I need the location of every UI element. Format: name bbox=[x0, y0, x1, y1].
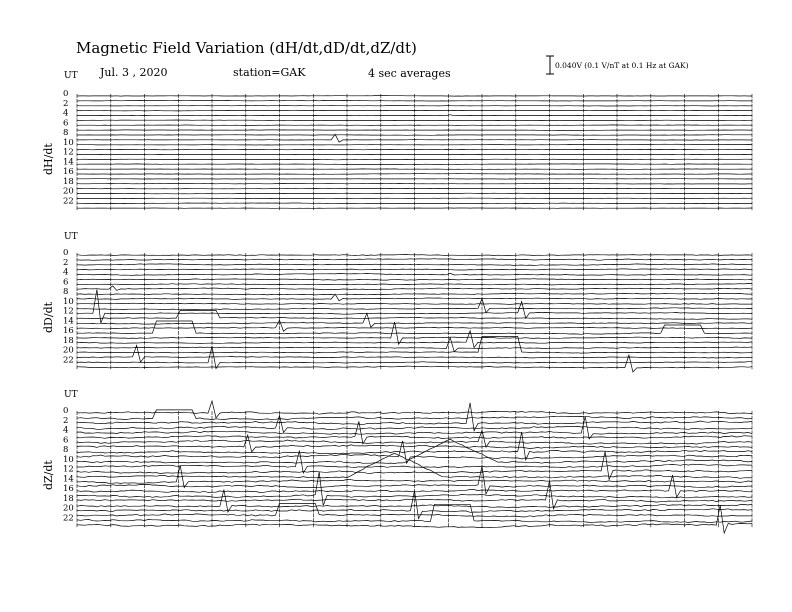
hour-label-4: 4 bbox=[63, 425, 69, 436]
scale-bar bbox=[546, 56, 554, 74]
trace-dz-dt-hour-0 bbox=[77, 401, 752, 418]
ut-label: UT bbox=[64, 232, 78, 242]
station-label: station=GAK bbox=[233, 66, 306, 79]
hour-label-18: 18 bbox=[63, 176, 74, 187]
axis-name-dh-dt: dH/dt bbox=[42, 143, 55, 175]
hour-label-14: 14 bbox=[63, 316, 74, 327]
ut-label: UT bbox=[64, 390, 78, 400]
hour-label-0: 0 bbox=[63, 248, 69, 258]
hour-label-10: 10 bbox=[63, 454, 74, 465]
hour-label-22: 22 bbox=[63, 196, 74, 207]
hour-label-22: 22 bbox=[63, 513, 74, 524]
hour-label-18: 18 bbox=[63, 335, 74, 346]
hour-label-16: 16 bbox=[63, 326, 74, 336]
panel-dz-dt bbox=[77, 401, 752, 533]
hour-label-12: 12 bbox=[63, 147, 74, 158]
panel-dh-dt bbox=[77, 94, 752, 210]
hour-label-14: 14 bbox=[63, 474, 74, 485]
chart-title: Magnetic Field Variation (dH/dt,dD/dt,dZ/dt) bbox=[76, 39, 417, 57]
hour-label-4: 4 bbox=[63, 267, 69, 278]
hour-label-18: 18 bbox=[63, 493, 74, 504]
date-label: Jul. 3 , 2020 bbox=[100, 66, 168, 79]
hour-label-0: 0 bbox=[63, 89, 69, 99]
hour-label-12: 12 bbox=[63, 306, 74, 317]
hour-label-16: 16 bbox=[63, 484, 74, 494]
averaging-label: 4 sec averages bbox=[368, 67, 451, 80]
hour-label-2: 2 bbox=[63, 98, 69, 109]
axis-name-dd-dt: dD/dt bbox=[42, 301, 55, 333]
hour-label-12: 12 bbox=[63, 464, 74, 475]
hour-label-4: 4 bbox=[63, 108, 69, 119]
ut-label: UT bbox=[64, 71, 78, 81]
hour-label-8: 8 bbox=[63, 128, 69, 138]
hour-label-8: 8 bbox=[63, 287, 69, 297]
hour-label-0: 0 bbox=[63, 406, 69, 416]
scale-label: 0.040V (0.1 V/nT at 0.1 Hz at GAK) bbox=[555, 61, 689, 70]
hour-label-10: 10 bbox=[63, 296, 74, 307]
hour-label-6: 6 bbox=[63, 277, 69, 288]
hour-label-20: 20 bbox=[63, 186, 74, 197]
hour-label-20: 20 bbox=[63, 503, 74, 514]
hour-label-2: 2 bbox=[63, 257, 69, 268]
hour-label-6: 6 bbox=[63, 118, 69, 129]
hour-label-2: 2 bbox=[63, 415, 69, 426]
hour-label-8: 8 bbox=[63, 445, 69, 455]
axis-name-dz-dt: dZ/dt bbox=[42, 460, 55, 490]
hour-label-10: 10 bbox=[63, 137, 74, 148]
panel-dd-dt bbox=[77, 253, 752, 372]
hour-label-14: 14 bbox=[63, 157, 74, 168]
hour-label-16: 16 bbox=[63, 167, 74, 177]
hour-label-20: 20 bbox=[63, 345, 74, 356]
hour-label-22: 22 bbox=[63, 355, 74, 366]
hour-label-6: 6 bbox=[63, 435, 69, 446]
